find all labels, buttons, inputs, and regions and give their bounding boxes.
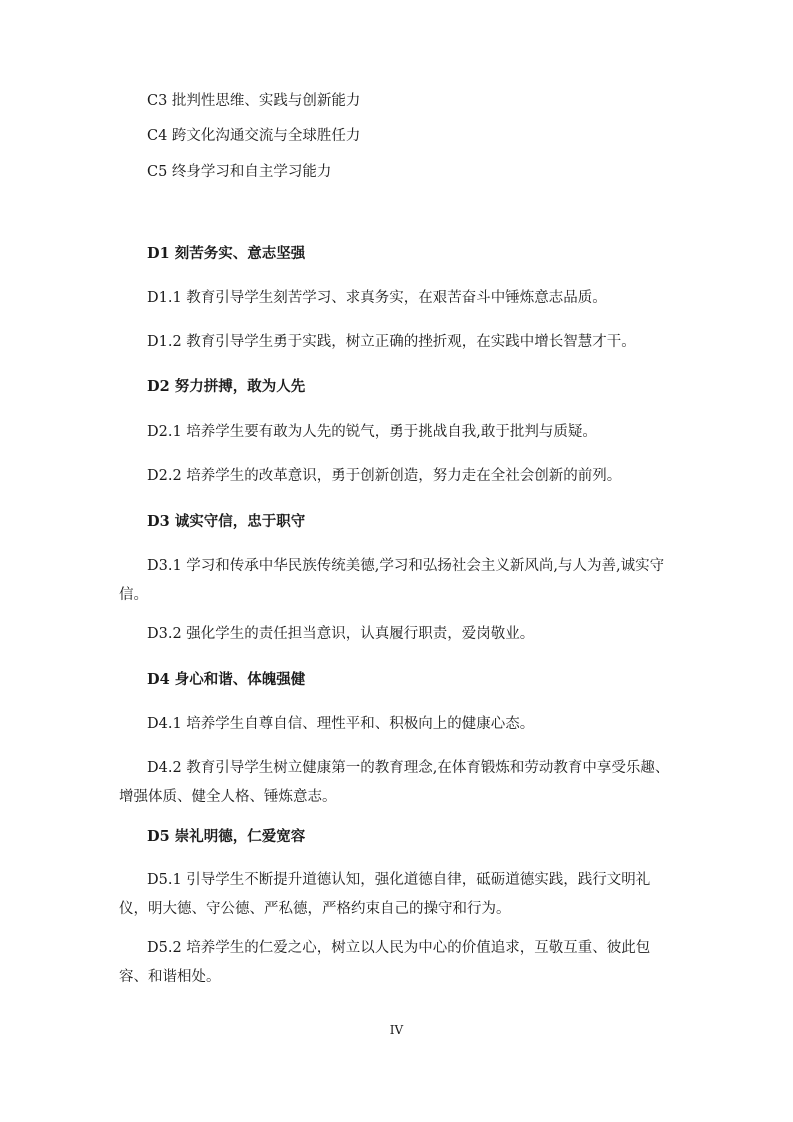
paragraph-d5-2: D5.2 培养学生的仁爱之心，树立以人民为中心的价值追求，互敬互重、彼此包容、和谐相处。: [119, 940, 651, 985]
section-heading-d4: D4 身心和谐、体魄强健: [147, 671, 306, 688]
list-item-c4: C4 跨文化沟通交流与全球胜任力: [147, 128, 361, 144]
paragraph-d4-2: D4.2 教育引导学生树立健康第一的教育理念,在体育锻炼和劳动教育中享受乐趣、增强体质、健全人格、锤炼意志。: [119, 760, 670, 805]
paragraph-d2-1: D2.1 培养学生要有敢为人先的锐气，勇于挑战自我,敢于批判与质疑。: [147, 424, 597, 440]
section-heading-d3: D3 诚实守信，忠于职守: [147, 513, 306, 530]
paragraph-d4-1: D4.1 培养学生自尊自信、理性平和、积极向上的健康心态。: [147, 716, 535, 732]
paragraph-d2-2: D2.2 培养学生的改革意识，勇于创新创造，努力走在全社会创新的前列。: [147, 468, 622, 484]
section-heading-d5: D5 崇礼明德，仁爱宽容: [147, 828, 306, 845]
paragraph-d5-1: D5.1 引导学生不断提升道德认知，强化道德自律，砥砺道德实践，践行文明礼仪，明大德、守公德、严私德，严格约束自己的操守和行为。: [119, 872, 651, 917]
paragraph-d3-2: D3.2 强化学生的责任担当意识，认真履行职责，爱岗敬业。: [147, 626, 535, 642]
paragraph-d1-1: D1.1 教育引导学生刻苦学习、求真务实，在艰苦奋斗中锤炼意志品质。: [147, 290, 607, 306]
page-number: IV: [389, 1023, 404, 1037]
list-item-c5: C5 终身学习和自主学习能力: [147, 164, 332, 180]
paragraph-d3-1: D3.1 学习和传承中华民族传统美德,学习和弘扬社会主义新风尚,与人为善,诚实守信。: [119, 558, 665, 603]
list-item-c3: C3 批判性思维、实践与创新能力: [147, 93, 361, 109]
section-heading-d1: D1 刻苦务实、意志坚强: [147, 245, 306, 262]
section-heading-d2: D2 努力拼搏，敢为人先: [147, 378, 306, 395]
paragraph-d1-2: D1.2 教育引导学生勇于实践，树立正确的挫折观，在实践中增长智慧才干。: [147, 334, 636, 350]
